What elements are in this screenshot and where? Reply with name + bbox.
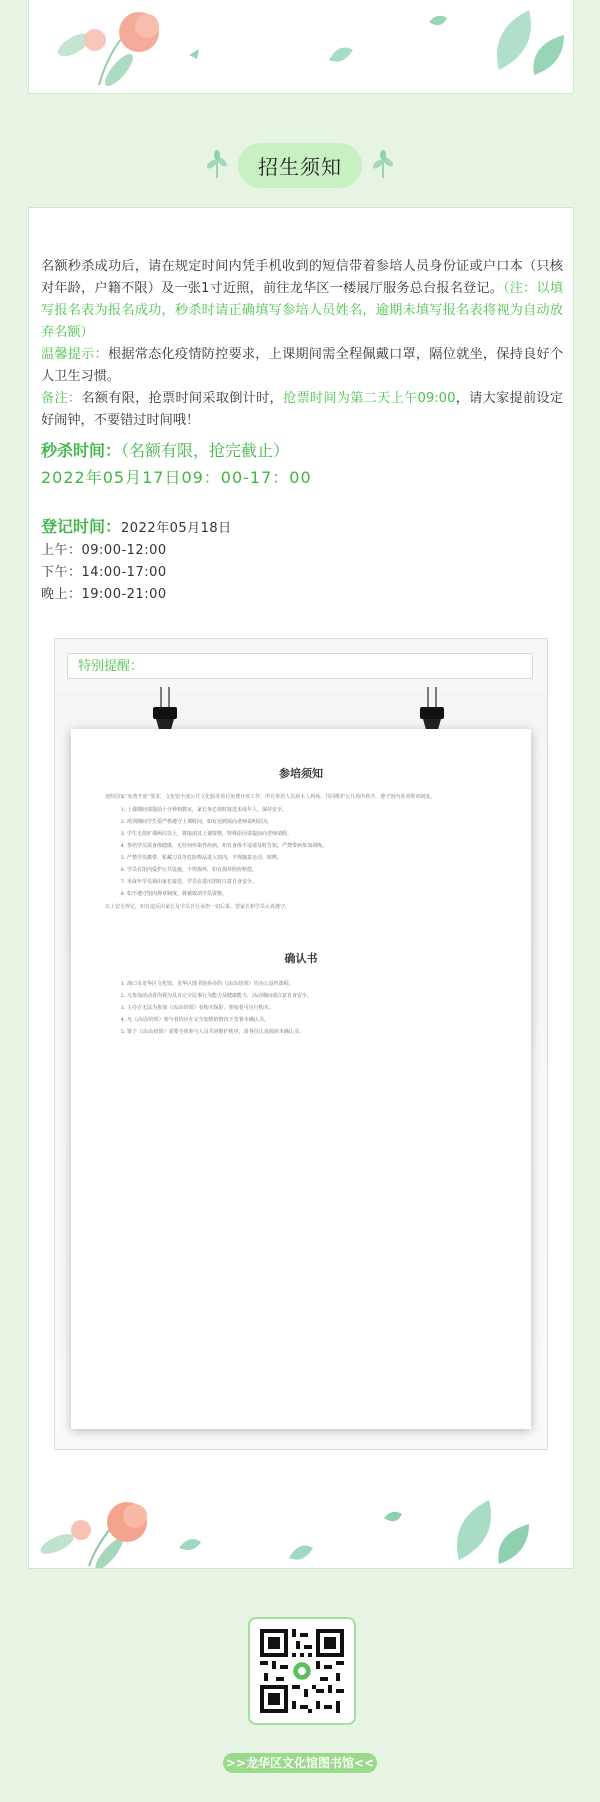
registration-time-block: [41, 516, 563, 606]
flash-sale-subtitle: （名额有限，抢完截止）: [121, 441, 290, 460]
document-intro: 按照国家“免费开放”要求，文化馆全部公共文化服务项目免费开放工作，所有参培人员须本人到场，共同维护公共场所秩序，遵守馆内各项规章制度。: [105, 794, 436, 800]
list-item: 8. 如不遵守馆内规章制度，将被取消学员资格。: [127, 890, 491, 899]
floral-decoration: [29, 0, 573, 93]
remark-paragraph: [41, 388, 563, 432]
document-title: 参培须知: [279, 767, 323, 780]
list-item: 3. 学生无故旷课两次以上，将取消其上课资格，特殊原因请提前向老师请假。: [127, 830, 491, 839]
document-title-confirmation: 确认书: [284, 952, 318, 965]
library-name-badge[interactable]: >>龙华区文化馆图书馆<<: [223, 1753, 377, 1773]
bottom-floral-decoration: [29, 1478, 573, 1568]
section-header: [0, 140, 600, 190]
notice-content: [41, 256, 563, 606]
leaf-left-icon: [204, 150, 230, 180]
flash-sale-heading: [41, 438, 563, 464]
registration-instructions: [41, 256, 563, 344]
instructions-text: 名额秒杀成功后，请在规定时间内凭手机收到的短信带着参培人员身份证或户口本（只核对年龄，户籍不限）及一张1寸近照，前往龙华区一楼展厅服务总台报名登记。: [41, 259, 563, 296]
special-reminder-field: 特别提醒：: [67, 653, 533, 679]
remark-label: 备注：: [41, 391, 82, 406]
list-item: 4. 凡（活动/培训）参与者均应在完全知情的情况下签署本确认书。: [127, 1016, 491, 1025]
remark-text-2: ，请大家提前设定好闹钟，不要错过时间哦！: [41, 391, 564, 428]
list-item: 1. 上课期间请提前十分钟到教室，家长务必按时接送未成年人，保持安全。: [127, 806, 491, 815]
list-item: 2. 凡参加活动者均视为具有完全民事行为能力及健康能力，活动期间请注意自身安全。: [127, 992, 491, 1001]
admission-notice-card: [28, 207, 574, 1569]
list-item: 4. 参培学员需身体健康，无任何传染性疾病，如有身体不适请及时告知，严禁带病参加训练。: [127, 842, 491, 851]
list-item: 1. 海口市龙华区文化馆、龙华区图书馆举办的（活动/培训）均为公益性课程。: [127, 980, 491, 989]
flash-sale-label: 秒杀时间：: [41, 441, 122, 460]
document-rules-list: [115, 806, 491, 899]
qr-code-icon: [260, 1629, 344, 1713]
leaf-right-icon: [370, 150, 396, 180]
registration-evening: 晚上：19:00-21:00: [41, 587, 167, 602]
list-item: 7. 未成年学员须由家长接送，学员在进出馆时注意自身安全。: [127, 878, 491, 887]
top-floral-banner: [28, 0, 574, 94]
registration-morning: 上午：09:00-12:00: [41, 543, 167, 558]
registration-date: 2022年05月18日: [121, 521, 232, 536]
registration-afternoon: 下午：14:00-17:00: [41, 565, 167, 580]
remark-highlight: 抢票时间为第二天上午09:00: [283, 391, 456, 406]
document-closing: 以上安全规定，如有违反由家长及学员自行承担一切后果，望家长和学员认真遵守。: [105, 904, 291, 910]
special-reminder-box: [54, 638, 548, 1450]
flash-sale-time: 2022年05月17日09：00-17：00: [41, 468, 312, 487]
tip-label: 温馨提示：: [41, 347, 108, 362]
remark-text-1: 名额有限，抢票时间采取倒计时，: [81, 391, 284, 406]
qr-code-frame: [248, 1617, 356, 1725]
list-item: 5. 鉴于（活动/培训）需要全体参与人员共同维护秩序，请各位认真阅读本确认书。: [127, 1028, 491, 1037]
list-item: 3. 主办方无法为参加（活动/培训）者购买保险，参加者可自行购买。: [127, 1004, 491, 1013]
list-item: 6. 学员在馆内爱护公共设施，不得损坏，如有损坏照价赔偿。: [127, 866, 491, 875]
tip-text: 根据常态化疫情防控要求，上课期间需全程佩戴口罩，隔位就坐，保持良好个人卫生习惯。: [41, 347, 564, 384]
list-item: 5. 严禁学员携带、私藏刀具等危险物品进入馆内，不得随意走动、喧哗。: [127, 854, 491, 863]
page-title: 招生须知: [238, 143, 362, 188]
list-item: 2. 培训期间学生要严格遵守上课时间，如有迟到需向老师说明原因。: [127, 818, 491, 827]
document-photo: [55, 691, 547, 1449]
tip-paragraph: [41, 344, 563, 388]
confirmation-list: [115, 980, 491, 1037]
instructions-note: （注：以填写报名表为报名成功，秒杀时请正确填写参培人员姓名，逾期未填写报名表将视为自动放弃名额）: [41, 281, 564, 340]
notice-document: [71, 729, 531, 1429]
registration-label: 登记时间：: [41, 517, 122, 536]
